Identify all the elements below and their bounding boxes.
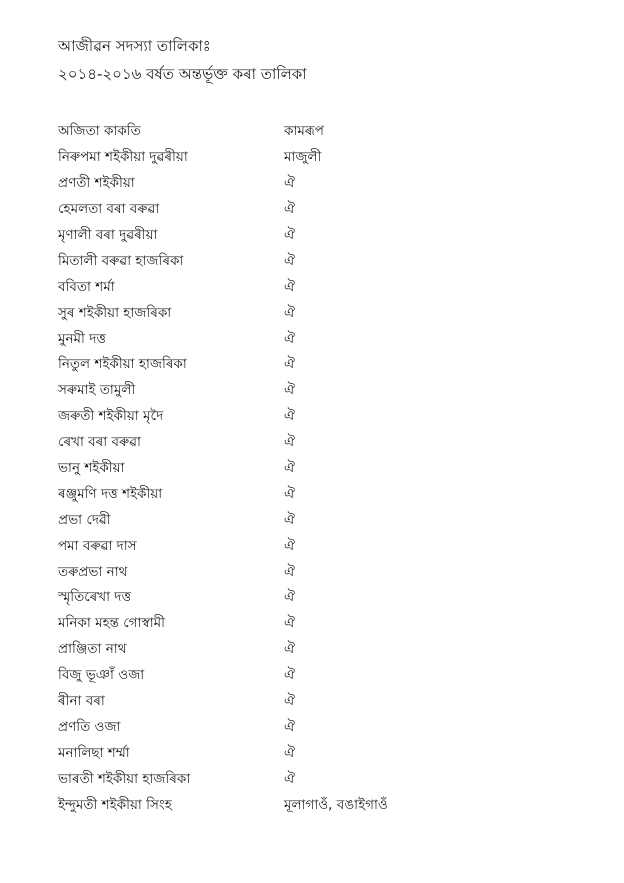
member-place: মাজুলী [284, 149, 322, 166]
member-place: ঐ [284, 175, 295, 192]
member-name: মনালিছা শৰ্ম্মা [58, 744, 130, 761]
member-row [58, 585, 578, 611]
member-name: ববিতা শৰ্মা [58, 278, 115, 295]
member-name: তৰুপ্ৰভা নাথ [58, 563, 128, 580]
member-row [58, 248, 578, 274]
member-name: ভাৰতী শইকীয়া হাজৰিকা [58, 770, 191, 787]
member-place: ঐ [284, 408, 295, 425]
member-row [58, 300, 578, 326]
member-row [58, 481, 578, 507]
member-place: ঐ [284, 641, 295, 658]
member-place: ঐ [284, 201, 295, 218]
member-place: ঐ [284, 589, 295, 606]
member-place: ঐ [284, 485, 295, 502]
member-row [58, 507, 578, 533]
member-place: ঐ [284, 563, 295, 580]
member-name: ৰঞ্জুমণি দত্ত শইকীয়া [58, 485, 163, 502]
member-row [58, 119, 578, 145]
member-place: ঐ [284, 718, 295, 735]
member-row [58, 171, 578, 197]
member-row [58, 663, 578, 689]
member-name: ভানু শইকীয়া [58, 460, 125, 477]
member-name: প্ৰাঞ্জিতা নাথ [58, 641, 127, 658]
member-name: মুনমী দত্ত [58, 330, 106, 347]
member-name: জৰুতী শইকীয়া মৃদৈ [58, 408, 164, 425]
member-name: বিজু ভূঞাঁ ওজা [58, 667, 145, 684]
member-row [58, 404, 578, 430]
member-name: ৰীনা বৰা [58, 693, 105, 710]
member-name: মৃণালী বৰা দুৱৰীয়া [58, 227, 158, 243]
member-row [58, 430, 578, 456]
member-place: ঐ [284, 460, 295, 477]
member-row [58, 689, 578, 715]
member-row [58, 145, 578, 171]
member-row [58, 611, 578, 637]
member-place: ঐ [284, 615, 295, 632]
member-row [58, 766, 578, 792]
member-name: প্ৰণতী শইকীয়া [58, 175, 135, 192]
member-list [58, 119, 578, 818]
member-row [58, 740, 578, 766]
member-name: হেমলতা বৰা বৰুৱা [58, 201, 160, 218]
member-row [58, 533, 578, 559]
member-place: ঐ [284, 252, 295, 269]
member-name: নিতুল শইকীয়া হাজৰিকা [58, 356, 187, 373]
member-name: প্ৰভা দেৱী [58, 511, 111, 528]
member-place: ঐ [284, 511, 295, 528]
member-name: মিতালী বৰুৱা হাজৰিকা [58, 252, 184, 269]
member-place: ঐ [284, 537, 295, 554]
member-row [58, 792, 578, 818]
member-name: পমা বৰুৱা দাস [58, 537, 137, 554]
member-name: প্ৰণতি ওজা [58, 718, 121, 735]
member-row [58, 456, 578, 482]
member-row [58, 352, 578, 378]
member-name: অজিতা কাকতি [58, 123, 141, 140]
member-place: ঐ [284, 330, 295, 347]
member-name: সুৰ শইকীয়া হাজৰিকা [58, 304, 172, 321]
member-row [58, 197, 578, 223]
document-subtitle: ২০১৪-২০১৬ বৰ্ষত অন্তৰ্ভূক্ত কৰা তালিকা [58, 65, 307, 83]
member-name: ৰেখা বৰা বৰুৱা [58, 434, 141, 451]
member-row [58, 559, 578, 585]
member-place: ঐ [284, 382, 295, 399]
member-place: ঐ [284, 434, 295, 451]
member-place: ঐ [284, 356, 295, 373]
member-place: ঐ [284, 744, 295, 761]
member-row [58, 274, 578, 300]
member-place: ঐ [284, 278, 295, 295]
member-place: ঐ [284, 227, 295, 243]
document-title: আজীৱন সদস্যা তালিকাঃ [58, 37, 211, 55]
member-place: মূলাগাওঁ, বঙাইগাওঁ [284, 796, 388, 813]
member-place: ঐ [284, 304, 295, 321]
member-row [58, 637, 578, 663]
member-row [58, 378, 578, 404]
member-row [58, 223, 578, 249]
member-place: কামৰূপ [284, 123, 324, 140]
member-name: সৰুমাই তামুলী [58, 382, 136, 399]
member-name: ইন্দুমতী শইকীয়া সিংহ [58, 796, 172, 813]
member-name: মনিকা মহন্ত গোস্বামী [58, 615, 165, 632]
member-row [58, 714, 578, 740]
member-name: স্মৃতিৰেখা দত্ত [58, 589, 132, 606]
member-name: নিৰুপমা শইকীয়া দুৱৰীয়া [58, 149, 188, 166]
member-place: ঐ [284, 667, 295, 684]
member-place: ঐ [284, 770, 295, 787]
member-row [58, 326, 578, 352]
member-place: ঐ [284, 693, 295, 710]
